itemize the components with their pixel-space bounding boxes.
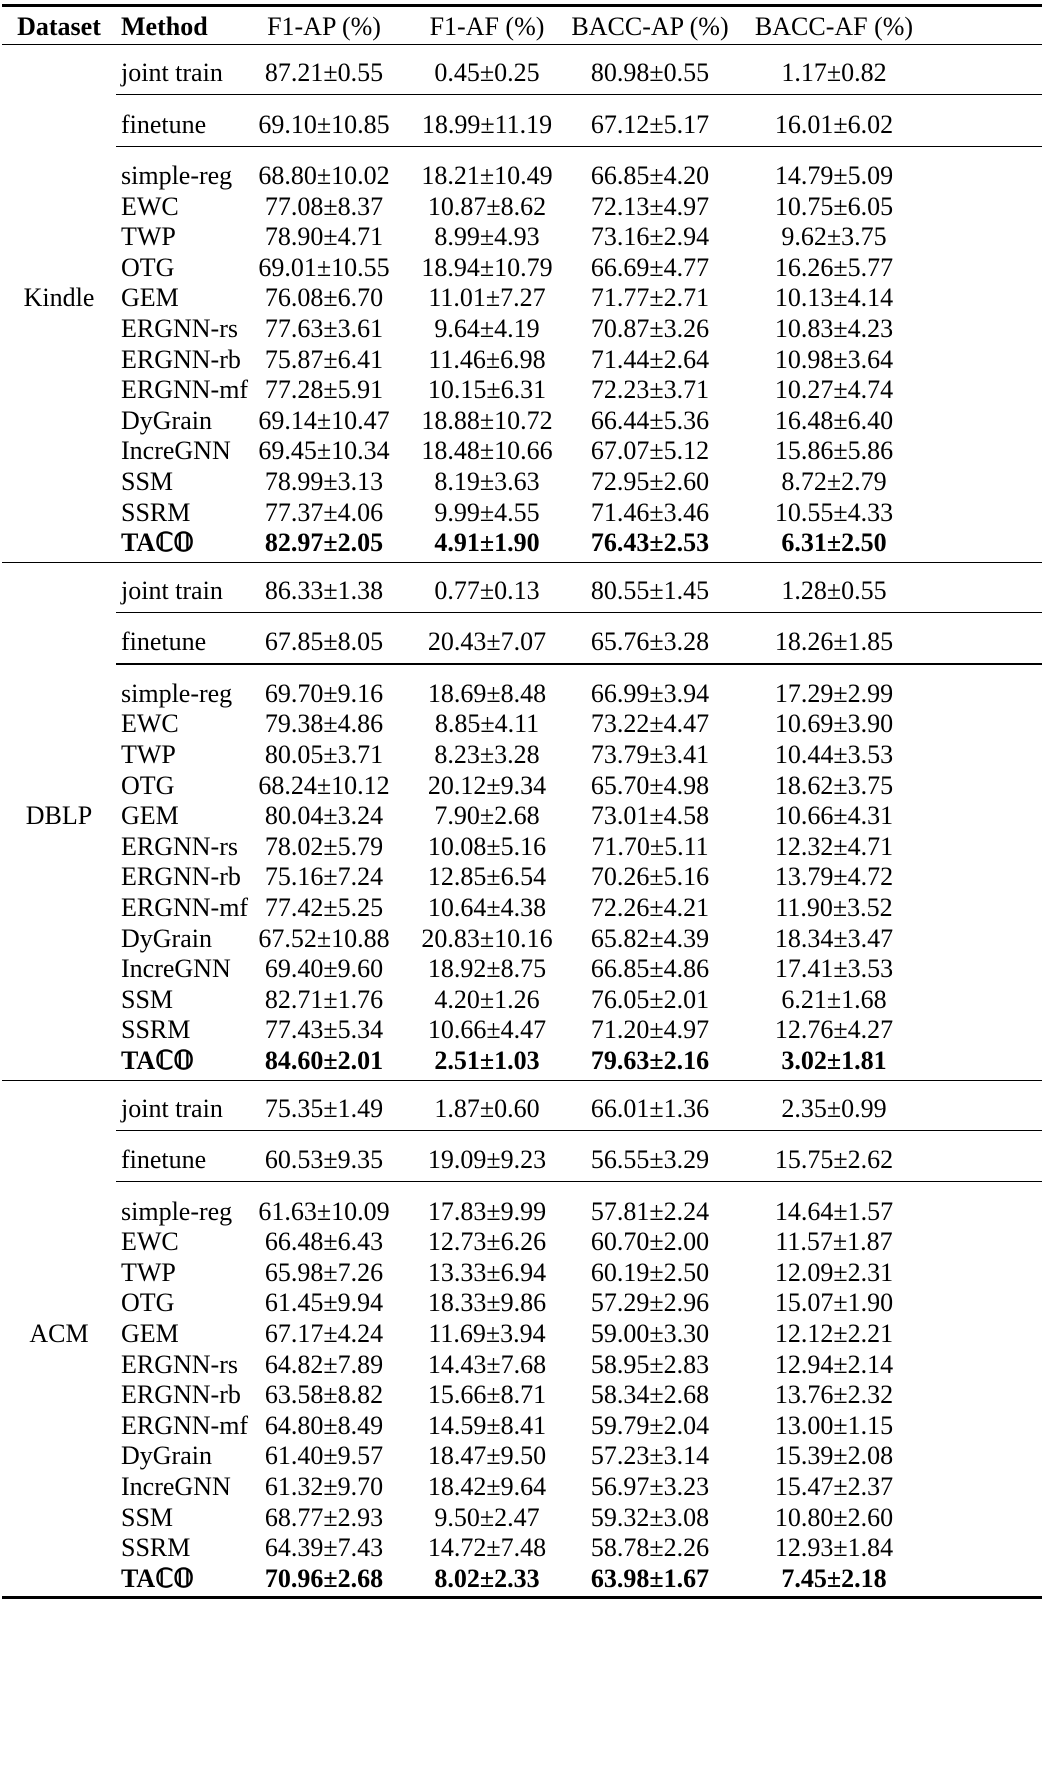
value-cell: 14.64±1.57 xyxy=(774,1196,894,1226)
value-cell: 7.45±2.18 xyxy=(781,1563,887,1593)
value-cell: 8.23±3.28 xyxy=(434,740,540,769)
value-cell: 79.63±2.16 xyxy=(590,1046,710,1075)
value-cell: 71.46±3.46 xyxy=(590,497,710,527)
method-cell: GEM xyxy=(121,1319,179,1348)
value-cell: 59.00±3.30 xyxy=(590,1319,710,1348)
method-cell: SSRM xyxy=(121,1533,191,1563)
value-cell: 64.80±8.49 xyxy=(264,1410,384,1440)
method-cell: SSM xyxy=(121,467,174,496)
value-cell: 86.33±1.38 xyxy=(264,575,384,605)
table-rule xyxy=(2,1080,1042,1081)
table-rule xyxy=(2,44,1042,45)
method-cell: joint train xyxy=(121,58,223,87)
column-header: Dataset xyxy=(17,12,101,41)
value-cell: 0.45±0.25 xyxy=(434,58,540,87)
method-cell: ERGNN-rb xyxy=(121,862,241,892)
value-cell: 18.88±10.72 xyxy=(421,405,553,435)
value-cell: 10.64±4.38 xyxy=(427,893,547,922)
method-cell: ERGNN-mf xyxy=(121,1410,249,1440)
value-cell: 12.85±6.54 xyxy=(427,862,547,892)
column-header: BACC-AP (%) xyxy=(571,12,729,41)
value-cell: 61.45±9.94 xyxy=(264,1288,384,1318)
method-cell: joint train xyxy=(121,1093,223,1123)
value-cell: 69.10±10.85 xyxy=(258,109,390,139)
value-cell: 14.72±7.48 xyxy=(427,1533,547,1563)
method-cell: IncreGNN xyxy=(121,954,231,984)
value-cell: 59.32±3.08 xyxy=(590,1502,710,1532)
value-cell: 10.75±6.05 xyxy=(774,191,894,221)
value-cell: 78.02±5.79 xyxy=(264,831,384,861)
value-cell: 15.07±1.90 xyxy=(774,1288,894,1318)
value-cell: 19.09±9.23 xyxy=(427,1145,547,1175)
method-cell: simple-reg xyxy=(121,678,233,708)
value-cell: 18.94±10.79 xyxy=(421,252,553,282)
value-cell: 12.09±2.31 xyxy=(774,1257,894,1287)
value-cell: 72.95±2.60 xyxy=(590,467,710,496)
value-cell: 18.33±9.86 xyxy=(427,1288,547,1318)
value-cell: 0.77±0.13 xyxy=(434,575,540,605)
value-cell: 15.75±2.62 xyxy=(774,1145,894,1175)
method-cell: SSM xyxy=(121,1502,174,1532)
value-cell: 8.02±2.33 xyxy=(434,1563,540,1593)
value-cell: 65.82±4.39 xyxy=(590,923,710,953)
value-cell: 10.66±4.47 xyxy=(427,1015,547,1045)
value-cell: 14.59±8.41 xyxy=(427,1410,547,1440)
column-header: BACC-AF (%) xyxy=(754,12,914,41)
value-cell: 73.22±4.47 xyxy=(590,709,710,739)
value-cell: 2.51±1.03 xyxy=(434,1046,540,1075)
value-cell: 61.40±9.57 xyxy=(264,1441,384,1471)
table-rule xyxy=(116,94,1042,95)
value-cell: 77.37±4.06 xyxy=(264,497,384,527)
value-cell: 57.81±2.24 xyxy=(590,1196,710,1226)
table-rule xyxy=(116,1181,1042,1182)
value-cell: 71.44±2.64 xyxy=(590,344,710,374)
value-cell: 67.07±5.12 xyxy=(590,436,710,466)
method-cell: simple-reg xyxy=(121,1196,233,1226)
value-cell: 10.27±4.74 xyxy=(774,375,894,405)
value-cell: 18.48±10.66 xyxy=(421,436,553,466)
value-cell: 60.19±2.50 xyxy=(590,1257,710,1287)
method-cell: joint train xyxy=(121,575,223,605)
value-cell: 58.95±2.83 xyxy=(590,1349,710,1379)
method-cell: DyGrain xyxy=(121,1441,212,1471)
value-cell: 6.31±2.50 xyxy=(781,528,887,558)
value-cell: 78.99±3.13 xyxy=(264,467,384,496)
value-cell: 10.98±3.64 xyxy=(774,344,894,374)
value-cell: 67.17±4.24 xyxy=(264,1319,384,1348)
method-cell: ERGNN-rs xyxy=(121,831,238,861)
value-cell: 56.97±3.23 xyxy=(590,1472,710,1501)
value-cell: 13.76±2.32 xyxy=(774,1380,894,1410)
value-cell: 66.99±3.94 xyxy=(590,678,710,708)
method-cell: finetune xyxy=(121,1145,207,1175)
method-cell: TAℂ𝕆 xyxy=(121,528,194,558)
value-cell: 60.53±9.35 xyxy=(264,1145,384,1175)
value-cell: 12.94±2.14 xyxy=(774,1349,894,1379)
value-cell: 10.83±4.23 xyxy=(774,314,894,343)
method-cell: TAℂ𝕆 xyxy=(121,1563,194,1593)
value-cell: 11.46±6.98 xyxy=(428,344,546,374)
method-cell: EWC xyxy=(121,191,179,221)
value-cell: 20.43±7.07 xyxy=(427,627,547,657)
value-cell: 72.13±4.97 xyxy=(590,191,710,221)
method-cell: TAℂ𝕆 xyxy=(121,1046,194,1075)
method-cell: GEM xyxy=(121,801,179,831)
value-cell: 8.99±4.93 xyxy=(434,222,540,252)
value-cell: 77.42±5.25 xyxy=(264,893,384,922)
value-cell: 64.82±7.89 xyxy=(264,1349,384,1379)
value-cell: 68.24±10.12 xyxy=(258,770,390,800)
value-cell: 63.98±1.67 xyxy=(590,1563,710,1593)
value-cell: 9.50±2.47 xyxy=(434,1502,540,1532)
value-cell: 67.52±10.88 xyxy=(258,923,390,953)
value-cell: 80.55±1.45 xyxy=(590,575,710,605)
value-cell: 18.62±3.75 xyxy=(774,770,894,800)
value-cell: 80.98±0.55 xyxy=(590,58,710,87)
value-cell: 66.69±4.77 xyxy=(590,252,710,282)
method-cell: TWP xyxy=(121,222,176,252)
value-cell: 16.26±5.77 xyxy=(774,252,894,282)
value-cell: 7.90±2.68 xyxy=(434,801,540,831)
value-cell: 65.70±4.98 xyxy=(590,770,710,800)
value-cell: 8.85±4.11 xyxy=(434,709,540,739)
value-cell: 71.77±2.71 xyxy=(590,283,710,313)
value-cell: 17.29±2.99 xyxy=(774,678,894,708)
table-rule xyxy=(116,1130,1042,1131)
value-cell: 16.48±6.40 xyxy=(774,405,894,435)
dataset-label: ACM xyxy=(29,1319,89,1348)
value-cell: 18.21±10.49 xyxy=(421,161,553,190)
value-cell: 67.85±8.05 xyxy=(264,627,384,657)
method-cell: TWP xyxy=(121,740,176,769)
column-header: F1-AP (%) xyxy=(267,12,381,41)
value-cell: 14.43±7.68 xyxy=(427,1349,547,1379)
value-cell: 10.44±3.53 xyxy=(774,740,894,769)
value-cell: 13.79±4.72 xyxy=(774,862,894,892)
value-cell: 10.80±2.60 xyxy=(774,1502,894,1532)
method-cell: GEM xyxy=(121,283,179,313)
value-cell: 75.35±1.49 xyxy=(264,1093,384,1123)
value-cell: 79.38±4.86 xyxy=(264,709,384,739)
value-cell: 10.13±4.14 xyxy=(774,283,894,313)
value-cell: 9.64±4.19 xyxy=(434,314,540,343)
value-cell: 18.34±3.47 xyxy=(774,923,894,953)
value-cell: 82.97±2.05 xyxy=(264,528,384,558)
table-rule xyxy=(116,612,1042,613)
value-cell: 67.12±5.17 xyxy=(590,109,710,139)
value-cell: 84.60±2.01 xyxy=(264,1046,384,1075)
value-cell: 18.26±1.85 xyxy=(774,627,894,657)
method-cell: simple-reg xyxy=(121,161,233,190)
value-cell: 17.83±9.99 xyxy=(427,1196,547,1226)
value-cell: 75.16±7.24 xyxy=(264,862,384,892)
value-cell: 4.20±1.26 xyxy=(434,984,540,1014)
value-cell: 72.23±3.71 xyxy=(590,375,710,405)
column-header: F1-AF (%) xyxy=(429,12,545,41)
value-cell: 18.42±9.64 xyxy=(427,1472,547,1501)
dataset-label: DBLP xyxy=(25,801,93,831)
value-cell: 18.92±8.75 xyxy=(427,954,547,984)
value-cell: 77.08±8.37 xyxy=(264,191,384,221)
value-cell: 66.85±4.20 xyxy=(590,161,710,190)
value-cell: 73.79±3.41 xyxy=(590,740,710,769)
value-cell: 57.23±3.14 xyxy=(590,1441,710,1471)
value-cell: 68.80±10.02 xyxy=(258,161,390,190)
value-cell: 10.55±4.33 xyxy=(774,497,894,527)
value-cell: 3.02±1.81 xyxy=(781,1046,887,1075)
method-cell: OTG xyxy=(121,252,175,282)
method-cell: finetune xyxy=(121,109,207,139)
value-cell: 11.57±1.87 xyxy=(775,1227,893,1257)
value-cell: 10.87±8.62 xyxy=(427,191,547,221)
value-cell: 64.39±7.43 xyxy=(264,1533,384,1563)
method-cell: TWP xyxy=(121,1257,176,1287)
value-cell: 18.47±9.50 xyxy=(427,1441,547,1471)
value-cell: 77.63±3.61 xyxy=(264,314,384,343)
value-cell: 12.93±1.84 xyxy=(774,1533,894,1563)
value-cell: 77.43±5.34 xyxy=(264,1015,384,1045)
value-cell: 10.08±5.16 xyxy=(427,831,547,861)
value-cell: 2.35±0.99 xyxy=(781,1093,887,1123)
value-cell: 73.16±2.94 xyxy=(590,222,710,252)
value-cell: 71.20±4.97 xyxy=(590,1015,710,1045)
value-cell: 1.17±0.82 xyxy=(781,58,887,87)
value-cell: 20.12±9.34 xyxy=(427,770,547,800)
value-cell: 11.90±3.52 xyxy=(775,893,893,922)
method-cell: IncreGNN xyxy=(121,436,231,466)
value-cell: 69.01±10.55 xyxy=(258,252,390,282)
value-cell: 4.91±1.90 xyxy=(434,528,540,558)
table-rule xyxy=(2,4,1042,7)
value-cell: 9.99±4.55 xyxy=(434,497,540,527)
value-cell: 13.33±6.94 xyxy=(427,1257,547,1287)
value-cell: 15.86±5.86 xyxy=(774,436,894,466)
value-cell: 73.01±4.58 xyxy=(590,801,710,831)
column-header: Method xyxy=(121,12,208,41)
value-cell: 71.70±5.11 xyxy=(591,831,709,861)
method-cell: EWC xyxy=(121,1227,179,1257)
value-cell: 16.01±6.02 xyxy=(774,109,894,139)
method-cell: ERGNN-rs xyxy=(121,314,238,343)
value-cell: 76.08±6.70 xyxy=(264,283,384,313)
table-rule xyxy=(116,663,1042,664)
value-cell: 70.87±3.26 xyxy=(590,314,710,343)
method-cell: ERGNN-mf xyxy=(121,893,249,922)
value-cell: 61.63±10.09 xyxy=(258,1196,390,1226)
value-cell: 12.73±6.26 xyxy=(427,1227,547,1257)
value-cell: 66.01±1.36 xyxy=(590,1093,710,1123)
value-cell: 69.40±9.60 xyxy=(264,954,384,984)
value-cell: 70.26±5.16 xyxy=(590,862,710,892)
value-cell: 1.28±0.55 xyxy=(781,575,887,605)
value-cell: 66.44±5.36 xyxy=(590,405,710,435)
method-cell: DyGrain xyxy=(121,923,212,953)
value-cell: 82.71±1.76 xyxy=(264,984,384,1014)
dataset-label: Kindle xyxy=(23,283,95,313)
value-cell: 69.45±10.34 xyxy=(258,436,390,466)
value-cell: 58.78±2.26 xyxy=(590,1533,710,1563)
value-cell: 61.32±9.70 xyxy=(264,1472,384,1501)
value-cell: 75.87±6.41 xyxy=(264,344,384,374)
value-cell: 87.21±0.55 xyxy=(264,58,384,87)
value-cell: 15.66±8.71 xyxy=(427,1380,547,1410)
method-cell: EWC xyxy=(121,709,179,739)
method-cell: SSM xyxy=(121,984,174,1014)
table-rule xyxy=(2,562,1042,563)
value-cell: 68.77±2.93 xyxy=(264,1502,384,1532)
method-cell: IncreGNN xyxy=(121,1472,231,1501)
value-cell: 77.28±5.91 xyxy=(264,375,384,405)
value-cell: 12.76±4.27 xyxy=(774,1015,894,1045)
value-cell: 58.34±2.68 xyxy=(590,1380,710,1410)
value-cell: 6.21±1.68 xyxy=(781,984,887,1014)
value-cell: 63.58±8.82 xyxy=(264,1380,384,1410)
method-cell: DyGrain xyxy=(121,405,212,435)
value-cell: 11.69±3.94 xyxy=(428,1319,546,1348)
value-cell: 12.32±4.71 xyxy=(774,831,894,861)
value-cell: 78.90±4.71 xyxy=(264,222,384,252)
value-cell: 76.43±2.53 xyxy=(590,528,710,558)
value-cell: 10.66±4.31 xyxy=(774,801,894,831)
value-cell: 57.29±2.96 xyxy=(590,1288,710,1318)
value-cell: 70.96±2.68 xyxy=(264,1563,384,1593)
value-cell: 65.76±3.28 xyxy=(590,627,710,657)
method-cell: OTG xyxy=(121,770,175,800)
value-cell: 56.55±3.29 xyxy=(590,1145,710,1175)
method-cell: ERGNN-rb xyxy=(121,344,241,374)
value-cell: 18.99±11.19 xyxy=(421,109,553,139)
value-cell: 59.79±2.04 xyxy=(590,1410,710,1440)
value-cell: 80.04±3.24 xyxy=(264,801,384,831)
value-cell: 76.05±2.01 xyxy=(590,984,710,1014)
value-cell: 66.85±4.86 xyxy=(590,954,710,984)
value-cell: 15.39±2.08 xyxy=(774,1441,894,1471)
value-cell: 9.62±3.75 xyxy=(781,222,887,252)
value-cell: 10.15±6.31 xyxy=(427,375,547,405)
value-cell: 10.69±3.90 xyxy=(774,709,894,739)
method-cell: finetune xyxy=(121,627,207,657)
value-cell: 15.47±2.37 xyxy=(774,1472,894,1501)
value-cell: 65.98±7.26 xyxy=(264,1257,384,1287)
value-cell: 8.19±3.63 xyxy=(434,467,540,496)
method-cell: ERGNN-rb xyxy=(121,1380,241,1410)
method-cell: SSRM xyxy=(121,1015,191,1045)
method-cell: ERGNN-mf xyxy=(121,375,249,405)
value-cell: 66.48±6.43 xyxy=(264,1227,384,1257)
value-cell: 14.79±5.09 xyxy=(774,161,894,190)
value-cell: 69.14±10.47 xyxy=(258,405,390,435)
value-cell: 69.70±9.16 xyxy=(264,678,384,708)
table-rule xyxy=(116,146,1042,147)
method-cell: OTG xyxy=(121,1288,175,1318)
value-cell: 18.69±8.48 xyxy=(427,678,547,708)
value-cell: 72.26±4.21 xyxy=(590,893,710,922)
value-cell: 80.05±3.71 xyxy=(264,740,384,769)
value-cell: 1.87±0.60 xyxy=(434,1093,540,1123)
table-rule xyxy=(2,1596,1042,1599)
method-cell: ERGNN-rs xyxy=(121,1349,238,1379)
method-cell: SSRM xyxy=(121,497,191,527)
value-cell: 8.72±2.79 xyxy=(781,467,887,496)
value-cell: 20.83±10.16 xyxy=(421,923,553,953)
value-cell: 13.00±1.15 xyxy=(774,1410,894,1440)
value-cell: 11.01±7.27 xyxy=(428,283,546,313)
value-cell: 12.12±2.21 xyxy=(774,1319,894,1348)
value-cell: 60.70±2.00 xyxy=(590,1227,710,1257)
value-cell: 17.41±3.53 xyxy=(774,954,894,984)
